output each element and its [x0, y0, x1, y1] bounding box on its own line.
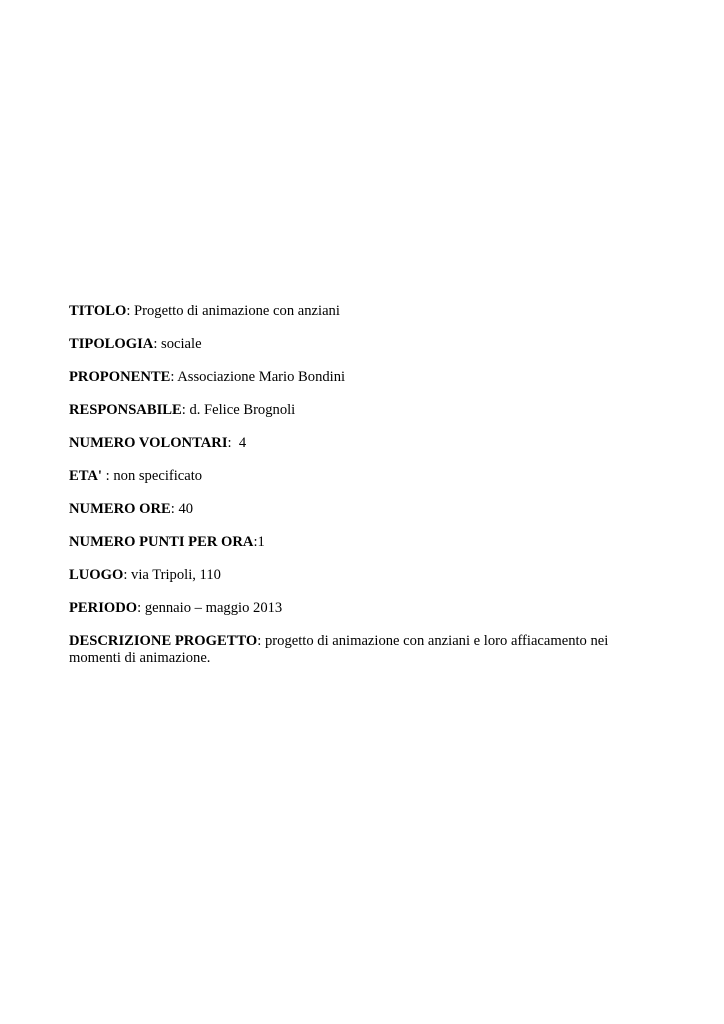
field-separator: :: [257, 633, 265, 649]
field-separator: :: [227, 435, 239, 451]
field-label: NUMERO ORE: [69, 501, 171, 517]
field-separator: :: [101, 468, 114, 484]
field-separator: :: [253, 534, 258, 550]
field-separator: :: [137, 600, 145, 616]
field-value: d. Felice Brognoli: [189, 402, 296, 418]
field-separator: :: [123, 567, 132, 583]
field-eta: [69, 468, 649, 485]
field-label: DESCRIZIONE PROGETTO: [69, 633, 258, 649]
field-label: LUOGO: [69, 567, 124, 583]
field-value: progetto di animazione con anziani e loro affiacamento nei momenti di animazione.: [69, 633, 612, 666]
field-numero-punti-per-ora: [69, 534, 649, 551]
field-numero-ore: [69, 501, 649, 518]
field-label: NUMERO VOLONTARI: [69, 435, 228, 451]
field-descrizione-progetto: [69, 633, 649, 667]
field-value: Associazione Mario Bondini: [177, 369, 346, 385]
field-separator: :: [170, 501, 179, 517]
field-value: gennaio – maggio 2013: [144, 600, 283, 616]
field-label: ETA': [69, 468, 102, 484]
field-label: TITOLO: [69, 303, 127, 319]
field-label: NUMERO PUNTI PER ORA: [69, 534, 254, 550]
field-value: non specificato: [113, 468, 203, 484]
field-proponente: [69, 369, 649, 386]
field-label: TIPOLOGIA: [69, 336, 154, 352]
field-titolo: [69, 303, 649, 320]
field-separator: :: [153, 336, 162, 352]
field-luogo: [69, 567, 649, 584]
field-value: sociale: [161, 336, 202, 352]
field-separator: :: [126, 303, 135, 319]
field-periodo: [69, 600, 649, 617]
field-tipologia: [69, 336, 649, 353]
field-value: 4: [238, 435, 247, 451]
field-value: 40: [178, 501, 194, 517]
field-separator: :: [170, 369, 178, 385]
field-separator: :: [181, 402, 190, 418]
field-label: RESPONSABILE: [69, 402, 182, 418]
field-value: Progetto di animazione con anziani: [134, 303, 340, 319]
field-value: via Tripoli, 110: [131, 567, 221, 583]
field-label: PERIODO: [69, 600, 138, 616]
field-value: 1: [257, 534, 265, 550]
project-details: [69, 303, 649, 683]
field-responsabile: [69, 402, 649, 419]
field-numero-volontari: [69, 435, 649, 452]
field-label: PROPONENTE: [69, 369, 171, 385]
